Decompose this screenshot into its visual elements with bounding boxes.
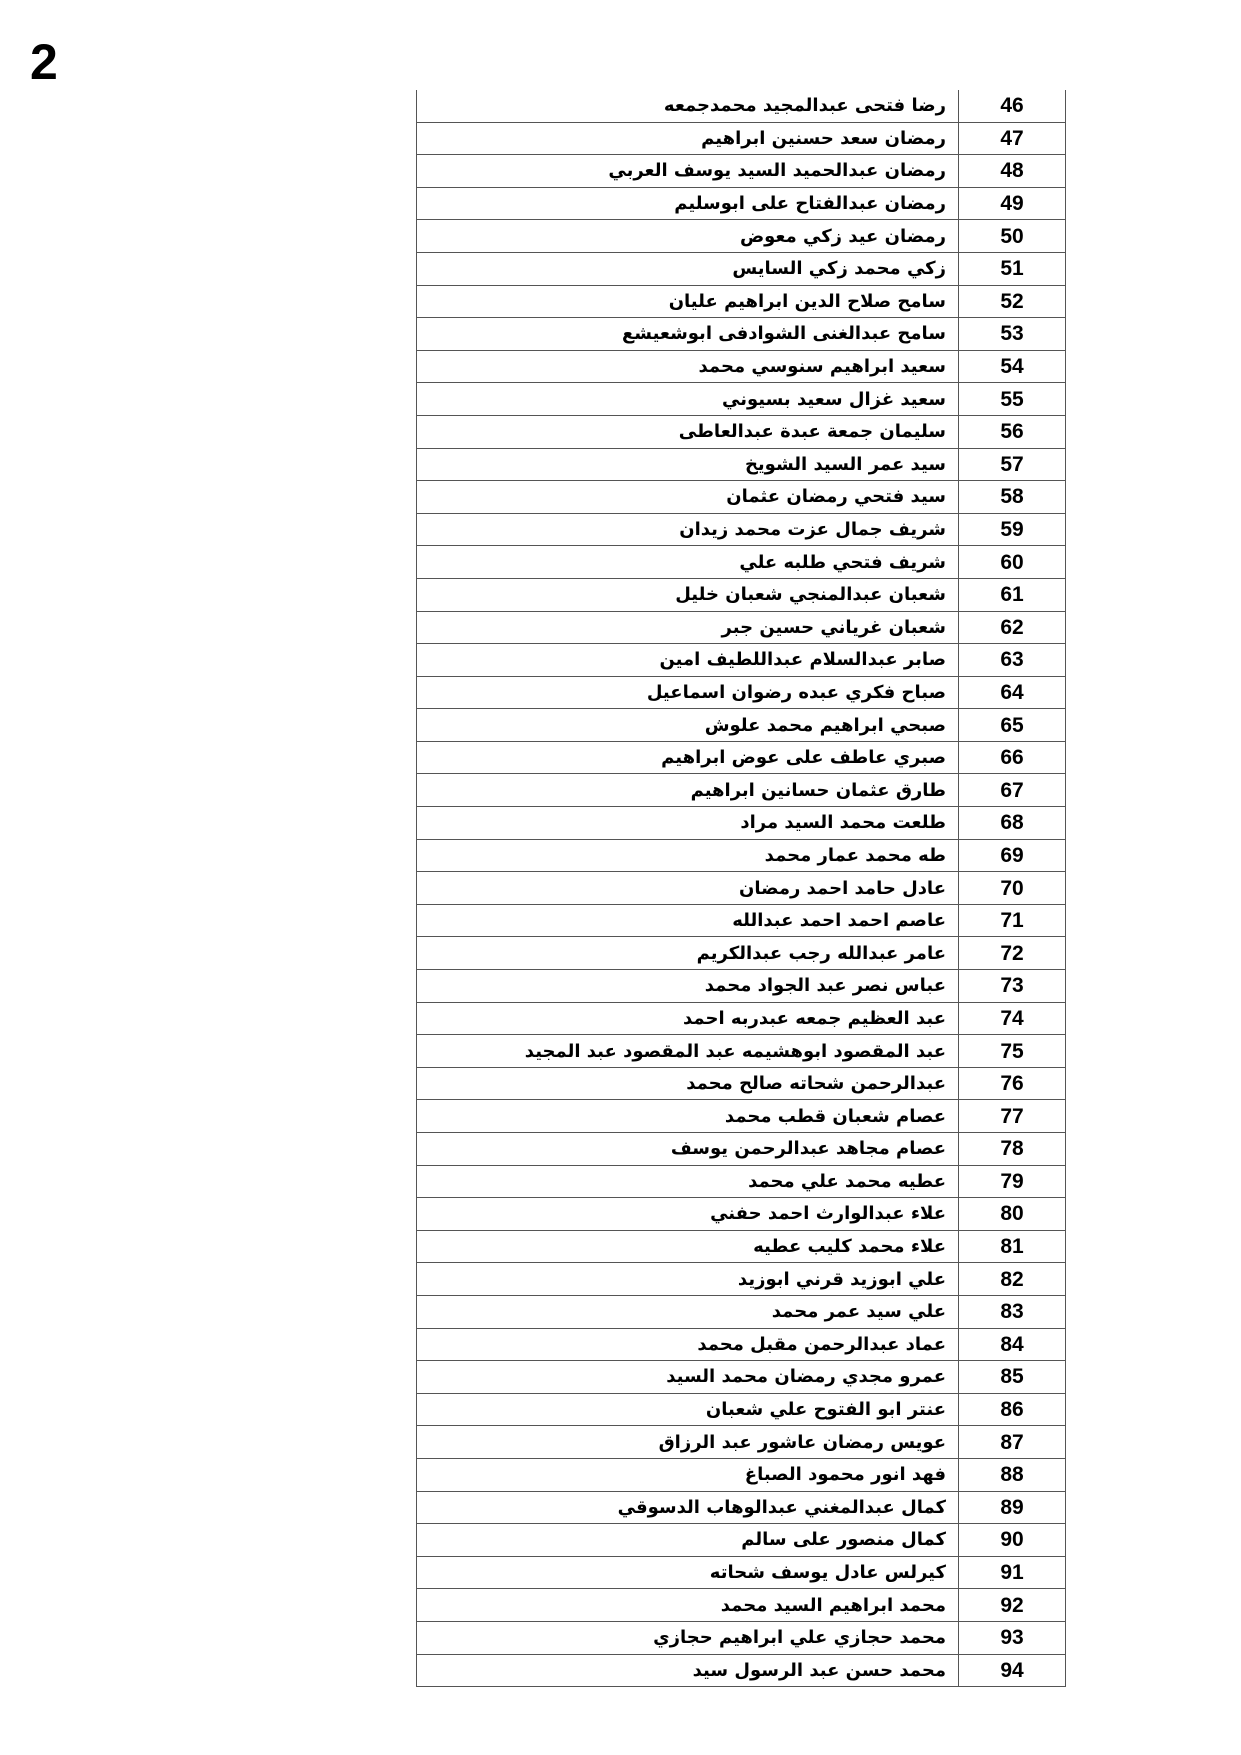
person-name: محمد حجازي علي ابراهيم حجازي	[417, 1621, 959, 1654]
row-number: 80	[959, 1198, 1066, 1231]
row-number: 62	[959, 611, 1066, 644]
person-name: رمضان سعد حسنين ابراهيم	[417, 122, 959, 155]
table-row	[417, 415, 1066, 448]
row-number: 77	[959, 1100, 1066, 1133]
table-row	[417, 1100, 1066, 1133]
table-row	[417, 513, 1066, 546]
row-number: 76	[959, 1067, 1066, 1100]
person-name: عنتر ابو الفتوح علي شعبان	[417, 1393, 959, 1426]
row-number: 93	[959, 1621, 1066, 1654]
row-number: 75	[959, 1035, 1066, 1068]
person-name: سليمان جمعة عبدة عبدالعاطى	[417, 415, 959, 448]
table-row	[417, 187, 1066, 220]
table-row	[417, 122, 1066, 155]
row-number: 68	[959, 807, 1066, 840]
row-number: 70	[959, 872, 1066, 905]
person-name: رمضان عيد زكي معوض	[417, 220, 959, 253]
person-name: شعبان عبدالمنجي شعبان خليل	[417, 578, 959, 611]
table-row	[417, 318, 1066, 351]
table-row	[417, 448, 1066, 481]
person-name: طارق عثمان حسانين ابراهيم	[417, 774, 959, 807]
person-name: شريف جمال عزت محمد زيدان	[417, 513, 959, 546]
names-table-body	[417, 90, 1066, 1687]
person-name: عباس نصر عبد الجواد محمد	[417, 970, 959, 1003]
table-row	[417, 1426, 1066, 1459]
row-number: 85	[959, 1361, 1066, 1394]
table-row	[417, 807, 1066, 840]
table-row	[417, 1035, 1066, 1068]
person-name: سيد فتحي رمضان عثمان	[417, 481, 959, 514]
table-row	[417, 1133, 1066, 1166]
table-row	[417, 1198, 1066, 1231]
row-number: 50	[959, 220, 1066, 253]
table-row	[417, 1393, 1066, 1426]
table-row	[417, 350, 1066, 383]
table-row	[417, 546, 1066, 579]
table-row	[417, 774, 1066, 807]
person-name: محمد حسن عبد الرسول سيد	[417, 1654, 959, 1687]
table-row	[417, 481, 1066, 514]
row-number: 90	[959, 1524, 1066, 1557]
person-name: سعيد غزال سعيد بسيوني	[417, 383, 959, 416]
person-name: عبدالرحمن شحاته صالح محمد	[417, 1067, 959, 1100]
person-name: صابر عبدالسلام عبداللطيف امين	[417, 644, 959, 677]
person-name: زكي محمد زكي السايس	[417, 252, 959, 285]
person-name: عصام مجاهد عبدالرحمن يوسف	[417, 1133, 959, 1166]
table-row	[417, 383, 1066, 416]
person-name: عبد المقصود ابوهشيمه عبد المقصود عبد المجيد	[417, 1035, 959, 1068]
table-row	[417, 1230, 1066, 1263]
person-name: عصام شعبان قطب محمد	[417, 1100, 959, 1133]
person-name: عماد عبدالرحمن مقبل محمد	[417, 1328, 959, 1361]
row-number: 57	[959, 448, 1066, 481]
table-row	[417, 644, 1066, 677]
person-name: طه محمد عمار محمد	[417, 839, 959, 872]
row-number: 72	[959, 937, 1066, 970]
table-row	[417, 839, 1066, 872]
row-number: 64	[959, 676, 1066, 709]
row-number: 56	[959, 415, 1066, 448]
row-number: 67	[959, 774, 1066, 807]
page-number: 2	[30, 34, 58, 90]
person-name: عامر عبدالله رجب عبدالكريم	[417, 937, 959, 970]
row-number: 59	[959, 513, 1066, 546]
person-name: كمال منصور على سالم	[417, 1524, 959, 1557]
table-row	[417, 937, 1066, 970]
row-number: 51	[959, 252, 1066, 285]
row-number: 83	[959, 1295, 1066, 1328]
person-name: سامح صلاح الدين ابراهيم عليان	[417, 285, 959, 318]
row-number: 61	[959, 578, 1066, 611]
person-name: صبحي ابراهيم محمد علوش	[417, 709, 959, 742]
table-row	[417, 578, 1066, 611]
row-number: 47	[959, 122, 1066, 155]
person-name: عويس رمضان عاشور عبد الرزاق	[417, 1426, 959, 1459]
person-name: سامح عبدالغنى الشوادفى ابوشعيشع	[417, 318, 959, 351]
table-row	[417, 709, 1066, 742]
table-row	[417, 1524, 1066, 1557]
person-name: كيرلس عادل يوسف شحاته	[417, 1556, 959, 1589]
person-name: عادل حامد احمد رمضان	[417, 872, 959, 905]
table-row	[417, 904, 1066, 937]
table-row	[417, 611, 1066, 644]
row-number: 52	[959, 285, 1066, 318]
table-row	[417, 1165, 1066, 1198]
row-number: 49	[959, 187, 1066, 220]
row-number: 91	[959, 1556, 1066, 1589]
person-name: رضا فتحى عبدالمجيد محمدجمعه	[417, 90, 959, 122]
row-number: 66	[959, 741, 1066, 774]
person-name: علي ابوزيد قرني ابوزيد	[417, 1263, 959, 1296]
table-row	[417, 741, 1066, 774]
table-row	[417, 285, 1066, 318]
person-name: علاء محمد كليب عطيه	[417, 1230, 959, 1263]
table-row	[417, 220, 1066, 253]
row-number: 55	[959, 383, 1066, 416]
names-table	[416, 90, 1066, 1687]
row-number: 46	[959, 90, 1066, 122]
table-row	[417, 155, 1066, 188]
row-number: 73	[959, 970, 1066, 1003]
person-name: سيد عمر السيد الشويخ	[417, 448, 959, 481]
row-number: 86	[959, 1393, 1066, 1426]
row-number: 60	[959, 546, 1066, 579]
row-number: 53	[959, 318, 1066, 351]
table-row	[417, 1002, 1066, 1035]
person-name: رمضان عبدالفتاح على ابوسليم	[417, 187, 959, 220]
row-number: 89	[959, 1491, 1066, 1524]
table-row	[417, 872, 1066, 905]
table-row	[417, 1263, 1066, 1296]
row-number: 65	[959, 709, 1066, 742]
row-number: 92	[959, 1589, 1066, 1622]
table-row	[417, 1621, 1066, 1654]
person-name: سعيد ابراهيم سنوسي محمد	[417, 350, 959, 383]
table-row	[417, 1067, 1066, 1100]
person-name: شريف فتحي طلبه علي	[417, 546, 959, 579]
row-number: 63	[959, 644, 1066, 677]
table-row	[417, 1295, 1066, 1328]
person-name: فهد انور محمود الصباغ	[417, 1458, 959, 1491]
person-name: عبد العظيم جمعه عبدربه احمد	[417, 1002, 959, 1035]
table-row	[417, 1491, 1066, 1524]
table-row	[417, 1556, 1066, 1589]
table-row	[417, 90, 1066, 122]
person-name: عطيه محمد علي محمد	[417, 1165, 959, 1198]
row-number: 88	[959, 1458, 1066, 1491]
table-row	[417, 970, 1066, 1003]
row-number: 94	[959, 1654, 1066, 1687]
person-name: عاصم احمد احمد عبدالله	[417, 904, 959, 937]
row-number: 81	[959, 1230, 1066, 1263]
row-number: 82	[959, 1263, 1066, 1296]
table-row	[417, 1458, 1066, 1491]
person-name: علي سيد عمر محمد	[417, 1295, 959, 1328]
person-name: صباح فكري عبده رضوان اسماعيل	[417, 676, 959, 709]
row-number: 48	[959, 155, 1066, 188]
row-number: 84	[959, 1328, 1066, 1361]
row-number: 71	[959, 904, 1066, 937]
row-number: 78	[959, 1133, 1066, 1166]
row-number: 74	[959, 1002, 1066, 1035]
table-row	[417, 1589, 1066, 1622]
table-row	[417, 1361, 1066, 1394]
table-row	[417, 252, 1066, 285]
person-name: صبري عاطف على عوض ابراهيم	[417, 741, 959, 774]
table-row	[417, 676, 1066, 709]
person-name: محمد ابراهيم السيد محمد	[417, 1589, 959, 1622]
row-number: 58	[959, 481, 1066, 514]
person-name: شعبان غرياني حسين جبر	[417, 611, 959, 644]
row-number: 87	[959, 1426, 1066, 1459]
row-number: 79	[959, 1165, 1066, 1198]
row-number: 69	[959, 839, 1066, 872]
row-number: 54	[959, 350, 1066, 383]
person-name: كمال عبدالمغني عبدالوهاب الدسوقي	[417, 1491, 959, 1524]
person-name: علاء عبدالوارث احمد حفني	[417, 1198, 959, 1231]
table-row	[417, 1654, 1066, 1687]
person-name: طلعت محمد السيد مراد	[417, 807, 959, 840]
person-name: عمرو مجدي رمضان محمد السيد	[417, 1361, 959, 1394]
table-row	[417, 1328, 1066, 1361]
person-name: رمضان عبدالحميد السيد يوسف العربي	[417, 155, 959, 188]
